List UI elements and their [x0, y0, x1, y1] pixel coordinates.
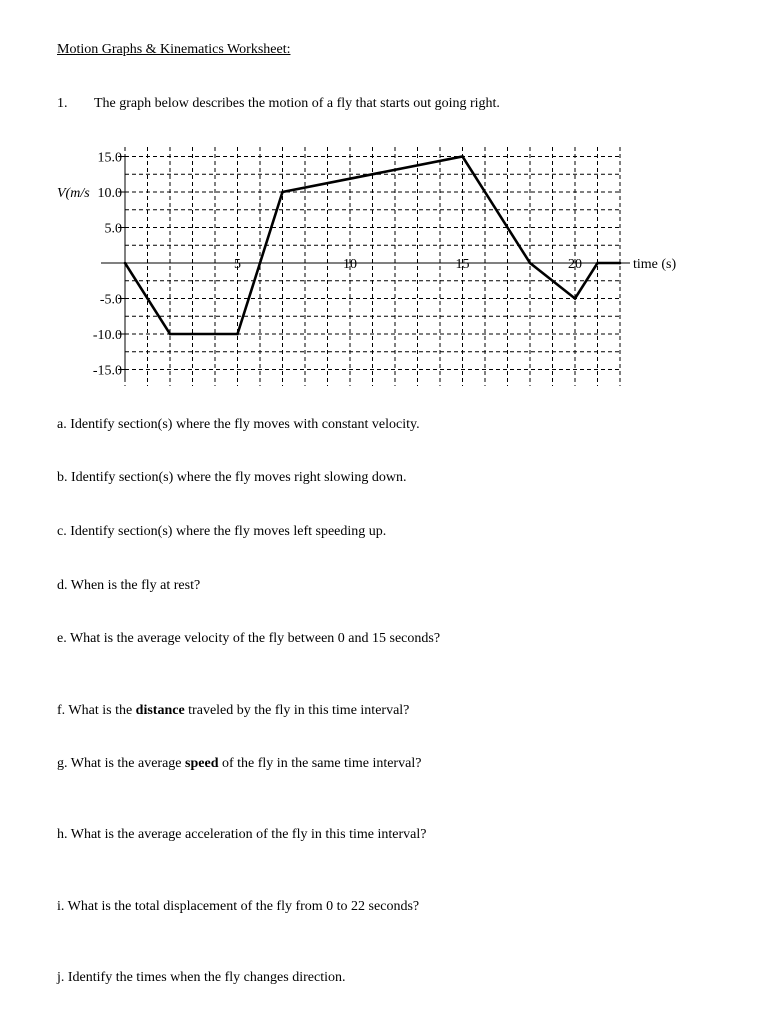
- y-tick-label: 5.0: [104, 221, 122, 237]
- y-tick-label: -5.0: [99, 292, 122, 308]
- question-e: e. What is the average velocity of the fly between 0 and 15 seconds?: [57, 631, 441, 646]
- y-tick-labels: [93, 151, 126, 379]
- worksheet-title: Motion Graphs & Kinematics Worksheet:: [57, 42, 291, 57]
- question-d: d. When is the fly at rest?: [57, 578, 201, 593]
- question-a: a. Identify section(s) where the fly moves with constant velocity.: [57, 417, 420, 432]
- question-b: b. Identify section(s) where the fly moves right slowing down.: [57, 470, 407, 485]
- data-point: [169, 333, 172, 336]
- x-tick-label: 10: [343, 257, 357, 272]
- question-j: j. Identify the times when the fly changes direction.: [57, 970, 346, 985]
- question-number: 1.: [57, 96, 68, 111]
- data-point: [574, 297, 577, 300]
- chart-grid: [125, 147, 622, 386]
- data-point: [281, 191, 284, 194]
- y-axis-label: V(m/s: [57, 186, 90, 201]
- question-g: g. What is the average speed of the fly in the same time interval?: [57, 756, 422, 771]
- y-tick-label: -15.0: [92, 363, 122, 379]
- x-axis-label: time (s): [633, 257, 677, 272]
- velocity-time-graph: [0, 0, 768, 400]
- x-tick-label: 5: [234, 257, 241, 272]
- data-point: [124, 262, 127, 265]
- data-point: [596, 262, 599, 265]
- question-h: h. What is the average acceleration of the fly in this time interval?: [57, 827, 427, 842]
- question-text: The graph below describes the motion of a fly that starts out going right.: [94, 96, 500, 111]
- question-f: f. What is the distance traveled by the fly in this time interval?: [57, 703, 410, 718]
- x-tick-label: 20: [568, 257, 582, 272]
- data-point: [236, 333, 239, 336]
- data-point: [619, 262, 622, 265]
- x-tick-label: 15: [455, 257, 470, 272]
- question-c: c. Identify section(s) where the fly moves left speeding up.: [57, 524, 387, 539]
- chart-axes: [101, 155, 630, 382]
- y-tick-label: -10.0: [92, 328, 122, 343]
- data-point: [529, 262, 532, 265]
- data-point: [461, 155, 464, 158]
- y-tick-label: 15.0: [97, 150, 122, 166]
- question-i: i. What is the total displacement of the fly from 0 to 22 seconds?: [57, 899, 420, 914]
- y-tick-label: 10.0: [97, 186, 122, 201]
